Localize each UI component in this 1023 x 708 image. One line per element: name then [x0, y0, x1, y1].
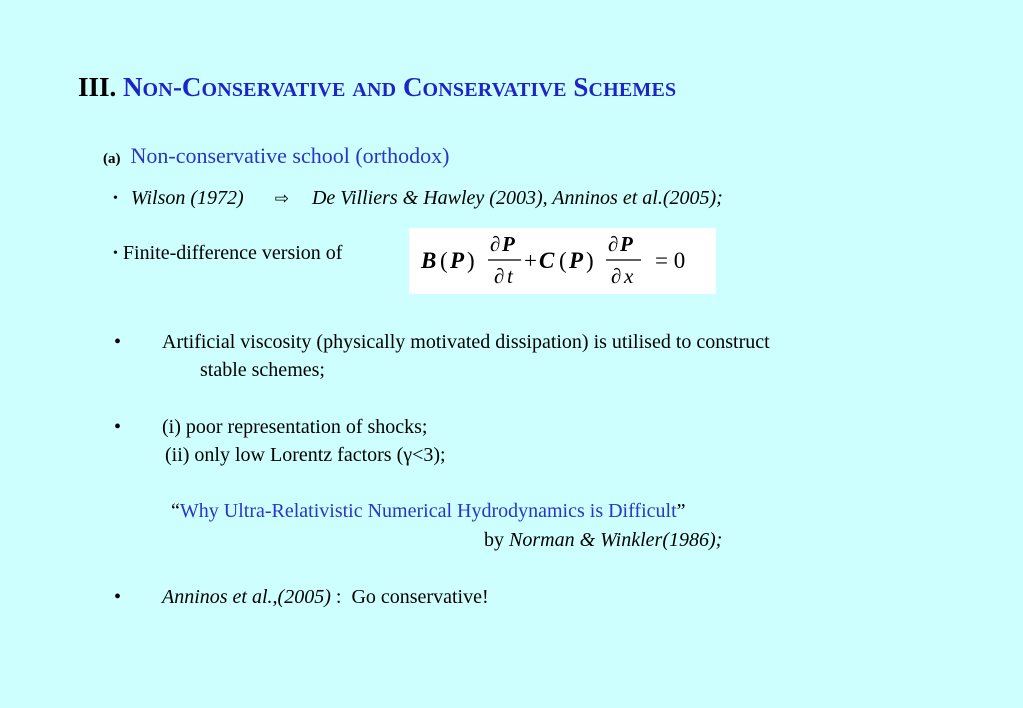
title-word-cap: C [396, 72, 423, 102]
eq-P: P [569, 248, 584, 273]
limitation-lorentz: (ii) only low Lorentz factors (γ<3); [165, 444, 446, 466]
bullet: • [114, 331, 122, 353]
bullet-go-conservative [114, 586, 489, 609]
bullet: • [114, 416, 122, 438]
eq-plus: + [524, 248, 537, 273]
eq-B: B [421, 248, 437, 273]
eq-partial: ∂ [490, 232, 501, 256]
eq-x: x [624, 264, 634, 288]
title-word-rest: ON [142, 79, 173, 101]
bullet: • [113, 191, 118, 206]
slide-title [78, 72, 676, 103]
eq-partial: ∂ [608, 232, 619, 256]
eq-P: P [450, 248, 465, 273]
eq-partial: ∂ [494, 264, 505, 288]
bullet-artificial-viscosity [114, 331, 770, 354]
wilson-ref: Wilson (1972) [130, 187, 244, 209]
bullet: • [113, 246, 118, 261]
viscosity-text-line1: Artificial viscosity (physically motivated dissipation) is utilised to construct [162, 331, 770, 353]
eq-equals-zero: = 0 [655, 248, 686, 273]
quote-authors: Norman & Winkler(1986); [509, 529, 723, 551]
quote-title: Why Ultra-Relativistic Numerical Hydrodynamics is Difficult [179, 500, 677, 522]
eq-paren-close: ) [467, 248, 475, 273]
quote-open: “ [171, 500, 180, 522]
anninos-ref: Anninos et al.,(2005) [162, 586, 331, 608]
successor-refs: De Villiers & Hawley (2003), Anninos et al.(2005); [311, 187, 723, 209]
colon: : [330, 586, 352, 608]
title-number: III. [78, 72, 117, 102]
limitation-shocks: (i) poor representation of shocks; [162, 416, 428, 438]
eq-t: t [507, 264, 513, 288]
line-wilson [113, 187, 723, 210]
viscosity-text-line2: stable schemes; [200, 359, 325, 381]
by-label: by [484, 529, 504, 551]
quote-line [171, 500, 686, 523]
quote-close: ” [676, 500, 686, 522]
title-word-cap: -C [172, 72, 202, 102]
arrow-right-icon: ⇨ [274, 189, 289, 209]
eq-paren-close: ) [586, 248, 594, 273]
go-conservative-line [162, 586, 489, 609]
eq-partial: ∂ [611, 264, 622, 288]
eq-C: C [539, 248, 555, 273]
bullet-limitations [114, 416, 428, 439]
equation [409, 228, 716, 294]
title-word-cap: N [123, 72, 143, 102]
eq-P: P [620, 232, 633, 256]
eq-P: P [502, 232, 515, 256]
title-word-rest: AND [352, 79, 397, 101]
title-word-rest: ONSERVATIVE [201, 79, 346, 101]
section-a-heading [103, 143, 449, 169]
title-word-rest: CHEMES [588, 79, 677, 101]
equation-box [409, 228, 716, 294]
eq-paren-open: ( [440, 248, 448, 273]
quote-attribution [484, 529, 722, 552]
line-finite-difference [113, 242, 342, 265]
section-a-title: Non-conservative school (orthodox) [130, 143, 450, 168]
bullet: • [114, 586, 122, 608]
eq-paren-open: ( [559, 248, 567, 273]
section-a-tag: (a) [103, 151, 121, 167]
go-conservative-text: Go conservative! [351, 586, 489, 608]
title-word-cap: S [566, 72, 589, 102]
finite-difference-text: Finite-difference version of [122, 242, 343, 264]
title-word-rest: ONSERVATIVE [422, 79, 567, 101]
